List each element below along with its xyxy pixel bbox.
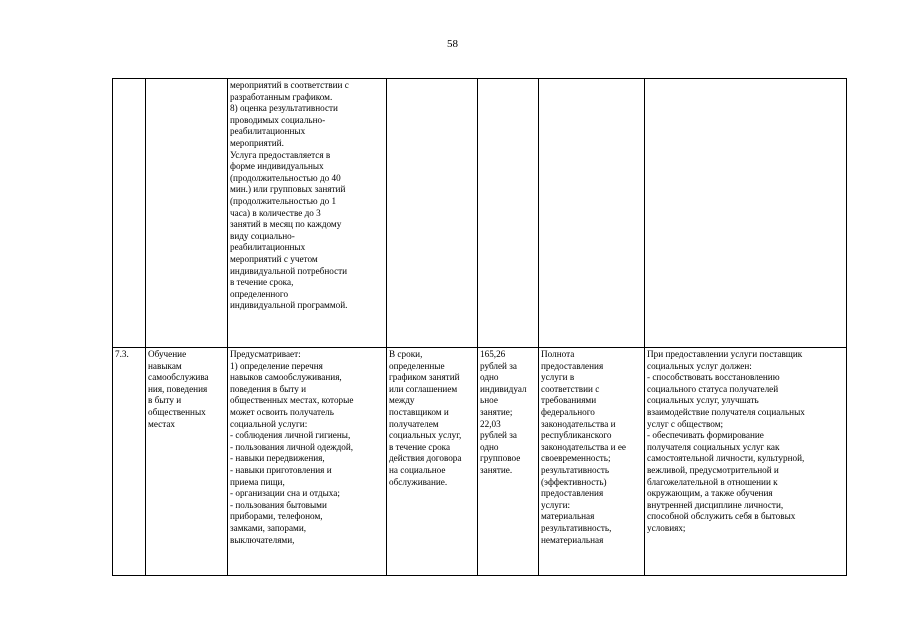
cell-number: 7.3.	[113, 348, 146, 576]
cell-terms: В сроки, определенные графиком занятий или соглашением между поставщиком и получателем социальных услуг, в течение срока действия договора на социальное обслуживание.	[387, 348, 478, 576]
cell-description: Предусматривает: 1) определение перечня навыков самообслуживания, поведения в быту и общественных местах, которые может освоить получатель социальной услуги: - соблюдения личной гигиены, - пользования личной одеждой, - навыки передвижения, - навыки приготовления и приема пищи, - организации сна и отдыха; - пользования бытовыми приборами, телефоном, замками, запорами, выключателями,	[228, 348, 387, 576]
cell-price	[478, 79, 539, 348]
cell-quality: Полнота предоставления услуги в соответствии с требованиями федерального законодательства и республиканского законодательства и ее своевременность; результативность (эффективность) предоставления услуги: материальная результативность, нематериальная	[539, 348, 645, 576]
cell-price: 165,26 рублей за одно индивидуал ьное занятие; 22,03 рублей за одно групповое занятие.	[478, 348, 539, 576]
cell-terms	[387, 79, 478, 348]
cell-quality	[539, 79, 645, 348]
cell-number	[113, 79, 146, 348]
page-number: 58	[447, 38, 458, 50]
table-row-continuation	[113, 79, 847, 348]
cell-service-name	[146, 79, 228, 348]
cell-service-name: Обучение навыкам самообслужива ния, поведения в быту и общественных местах	[146, 348, 228, 576]
services-table	[112, 78, 847, 576]
table-row-service-7-3	[113, 348, 847, 576]
cell-conditions: При предоставлении услуги поставщик социальных услуг должен: - способствовать восстановлению социального статуса получателей социальных услуг, улучшать взаимодействие получателя социальных услуг с обществом; - обеспечивать формирование получателя социальных услуг как самостоятельной личности, культурной, вежливой, предусмотрительной и благожелательной в отношении к окружающим, а также обучения внутренней дисциплине личности, способной обслужить себя в бытовых условиях;	[645, 348, 847, 576]
cell-conditions	[645, 79, 847, 348]
cell-description: мероприятий в соответствии с разработанным графиком. 8) оценка результативности проводимых социально- реабилитационных мероприятий. Услуга предоставляется в форме индивидуальных (продолжительностью до 40 мин.) или групповых занятий (продолжительностью до 1 часа) в количестве до 3 занятий в месяц по каждому виду социально- реабилитационных мероприятий с учетом индивидуальной потребности в течение срока, определенного индивидуальной программой.	[228, 79, 387, 348]
